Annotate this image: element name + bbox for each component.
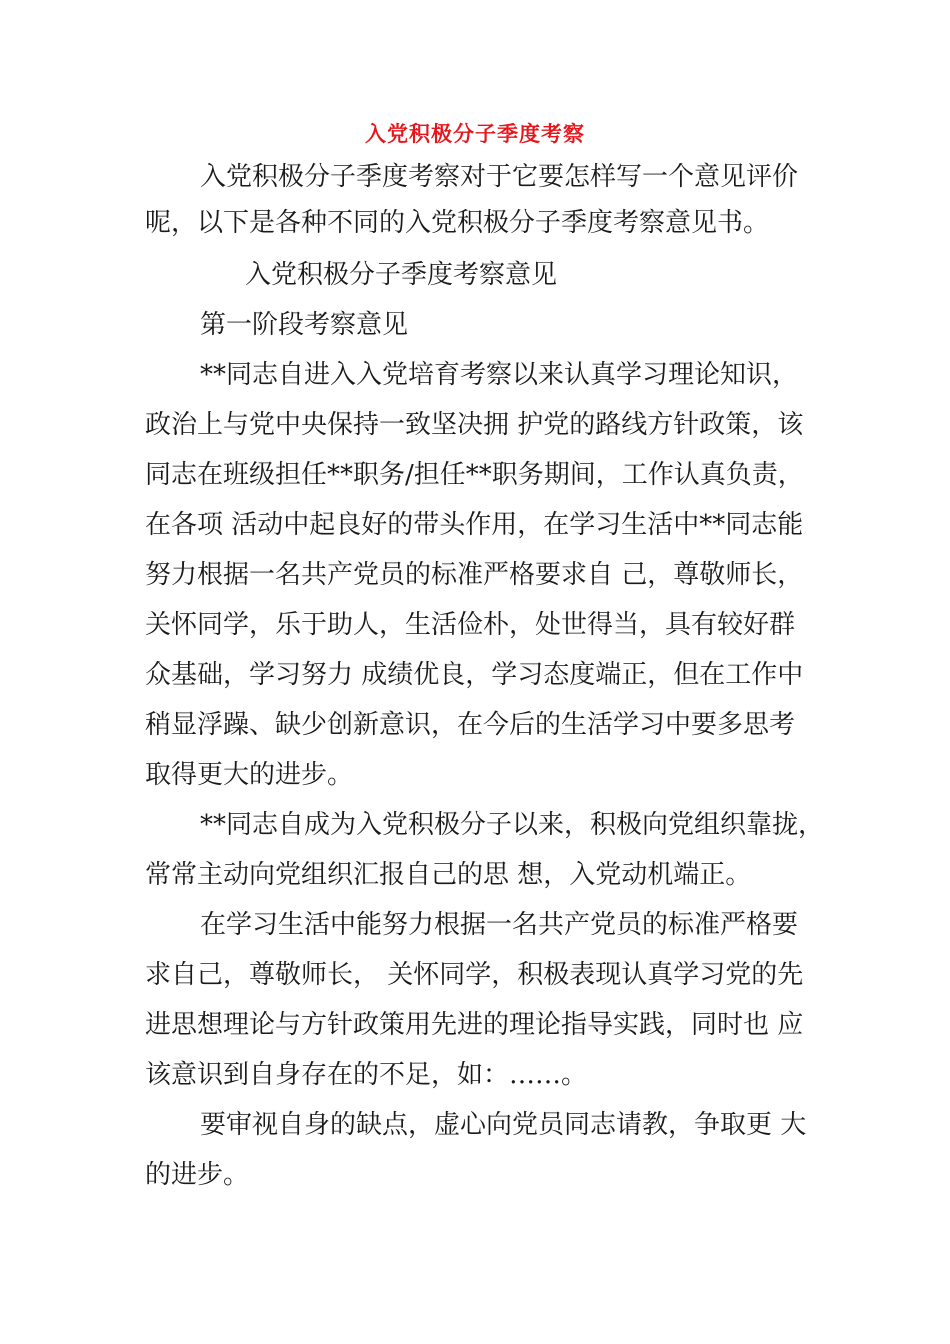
paragraph-line: 的进步。 — [145, 1160, 250, 1190]
paragraph-line: 在各项 活动中起良好的带头作用，在学习生活中**同志能 — [145, 510, 804, 540]
paragraph-line: **同志自进入入党培育考察以来认真学习理论知识， — [200, 360, 799, 390]
paragraph-line: 常常主动向党组织汇报自己的思 想，入党动机端正。 — [145, 860, 752, 890]
paragraph-line: 同志在班级担任**职务/担任**职务期间，工作认真负责， — [145, 460, 804, 490]
document-title: 入党积极分子季度考察 — [365, 121, 585, 146]
paragraph-line: 呢，以下是各种不同的入党积极分子季度考察意见书。 — [145, 208, 770, 238]
paragraph-line: 求自己，尊敬师长， 关怀同学，积极表现认真学习党的先 — [145, 960, 804, 990]
paragraph-line: 在学习生活中能努力根据一名共产党员的标准严格要 — [200, 910, 799, 940]
paragraph-line: 入党积极分子季度考察对于它要怎样写一个意见评价 — [200, 162, 799, 192]
paragraph-line: **同志自成为入党积极分子以来，积极向党组织靠拢， — [200, 810, 825, 840]
paragraph-line: 政治上与党中央保持一致坚决拥 护党的路线方针政策，该 — [145, 410, 804, 440]
paragraph-line: 努力根据一名共产党员的标准严格要求自 己，尊敬师长， — [145, 560, 804, 590]
subsection-heading: 第一阶段考察意见 — [200, 310, 409, 340]
paragraph-line: 稍显浮躁、缺少创新意识，在今后的生活学习中要多思考 — [145, 710, 796, 740]
paragraph-line: 进思想理论与方针政策用先进的理论指导实践，同时也 应 — [145, 1010, 804, 1040]
paragraph-line: 要审视自身的缺点，虚心向党员同志请教，争取更 大 — [200, 1110, 807, 1140]
paragraph-line: 该意识到自身存在的不足，如：……。 — [145, 1060, 588, 1090]
paragraph-line: 众基础，学习努力 成绩优良，学习态度端正，但在工作中 — [145, 660, 804, 690]
paragraph-line: 取得更大的进步。 — [145, 760, 354, 790]
section-heading: 入党积极分子季度考察意见 — [245, 260, 558, 290]
paragraph-line: 关怀同学，乐于助人，生活俭朴，处世得当，具有较好群 — [145, 610, 796, 640]
